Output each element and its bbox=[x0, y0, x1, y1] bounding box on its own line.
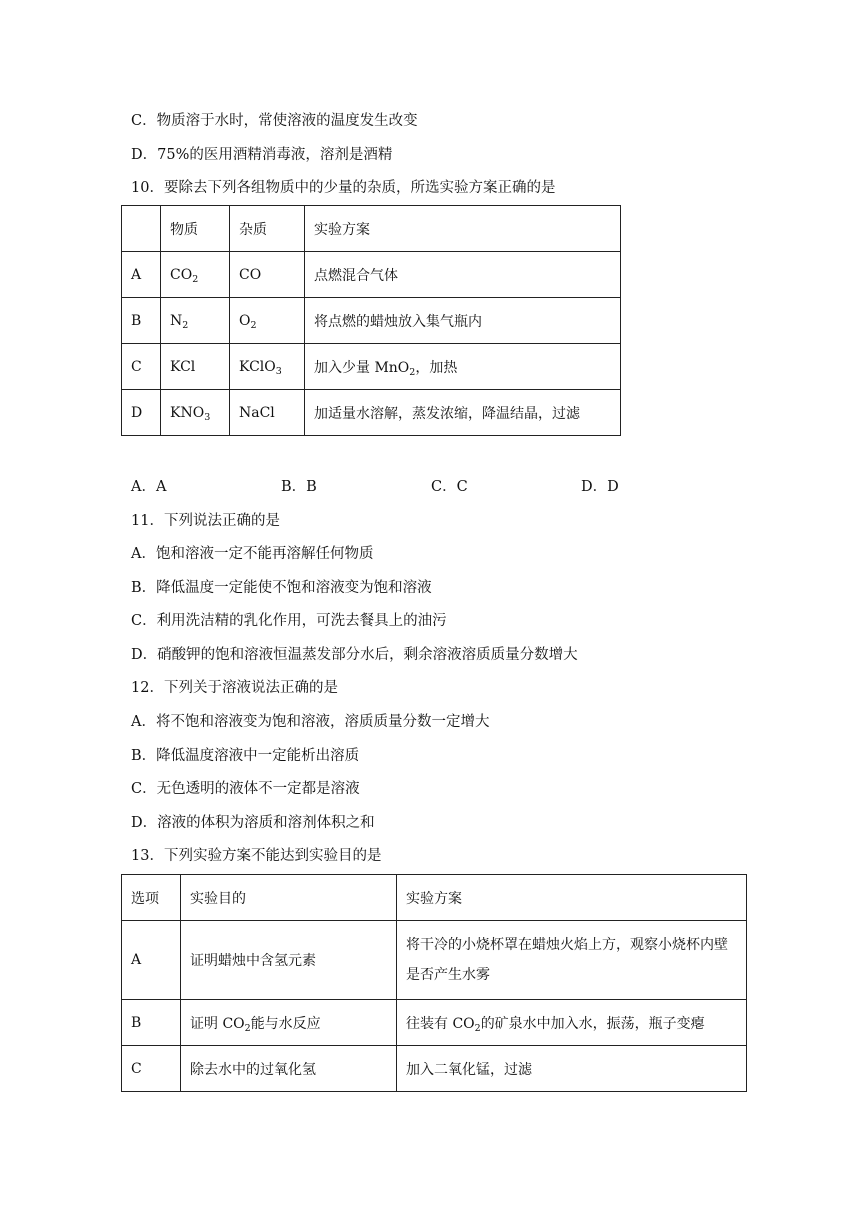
q10-option-c: C．C bbox=[431, 479, 468, 495]
table-header-cell: 物质 bbox=[161, 206, 230, 252]
plan-cell: 将点燃的蜡烛放入集气瓶内 bbox=[305, 298, 621, 344]
table-row bbox=[122, 390, 621, 436]
goal-cell: 证明 $CO_2$能与水反应 bbox=[181, 1000, 397, 1046]
table-row bbox=[122, 344, 621, 390]
q12-option-b: B．降低温度溶液中一定能析出溶质 bbox=[131, 748, 360, 764]
question-13-stem: 13．下列实验方案不能达到实验目的是 bbox=[131, 848, 382, 864]
table-row bbox=[122, 1046, 747, 1092]
q11-option-b: B．降低温度一定能使不饱和溶液变为饱和溶液 bbox=[131, 580, 432, 596]
substance-cell: KCl bbox=[161, 344, 230, 390]
plan-cell: 往装有 $CO_2$的矿泉水中加入水，振荡，瓶子变瘪 bbox=[397, 1000, 747, 1046]
table-header-row bbox=[122, 206, 621, 252]
q12-option-c: C．无色透明的液体不一定都是溶液 bbox=[131, 781, 360, 797]
question-11-stem: 11．下列说法正确的是 bbox=[131, 513, 280, 529]
row-label: B bbox=[122, 1000, 181, 1046]
impurity-cell: $O_2$ bbox=[230, 298, 305, 344]
table-row bbox=[122, 298, 621, 344]
q11-option-c: C．利用洗洁精的乳化作用，可洗去餐具上的油污 bbox=[131, 613, 447, 629]
table-row bbox=[122, 252, 621, 298]
plan-cell: 点燃混合气体 bbox=[305, 252, 621, 298]
table-header-cell: 杂质 bbox=[230, 206, 305, 252]
option-c-line: C．物质溶于水时，常使溶液的温度发生改变 bbox=[131, 113, 418, 129]
impurity-cell: NaCl bbox=[230, 390, 305, 436]
q10-option-b: B．B bbox=[281, 479, 317, 495]
q12-option-a: A．将不饱和溶液变为饱和溶液，溶质质量分数一定增大 bbox=[131, 714, 490, 730]
goal-cell: 除去水中的过氧化氢 bbox=[181, 1046, 397, 1092]
table-row bbox=[122, 921, 747, 1000]
substance-cell: $CO_2$ bbox=[161, 252, 230, 298]
question-13-table bbox=[121, 874, 747, 1092]
plan-cell: 加入二氧化锰，过滤 bbox=[397, 1046, 747, 1092]
table-header-cell bbox=[122, 206, 161, 252]
question-10-stem: 10．要除去下列各组物质中的少量的杂质，所选实验方案正确的是 bbox=[131, 180, 556, 196]
plan-cell: 加适量水溶解，蒸发浓缩，降温结晶，过滤 bbox=[305, 390, 621, 436]
impurity-cell: KClO$_3$ bbox=[230, 344, 305, 390]
row-label: B bbox=[122, 298, 161, 344]
q12-option-d: D．溶液的体积为溶质和溶剂体积之和 bbox=[131, 815, 375, 831]
substance-cell: $KNO_3$ bbox=[161, 390, 230, 436]
table-header-row bbox=[122, 875, 747, 921]
row-label: D bbox=[122, 390, 161, 436]
q10-option-d: D．D bbox=[581, 479, 619, 495]
q11-option-a: A．饱和溶液一定不能再溶解任何物质 bbox=[131, 546, 374, 562]
table-header-cell: 实验方案 bbox=[305, 206, 621, 252]
question-10-table bbox=[121, 205, 621, 436]
row-label: C bbox=[122, 344, 161, 390]
table-row bbox=[122, 1000, 747, 1046]
plan-cell: 加入少量 MnO$_2$，加热 bbox=[305, 344, 621, 390]
option-d-line: D．75%的医用酒精消毒液，溶剂是酒精 bbox=[131, 147, 393, 163]
goal-cell: 证明蜡烛中含氢元素 bbox=[181, 921, 397, 1000]
q11-option-d: D．硝酸钾的饱和溶液恒温蒸发部分水后，剩余溶液溶质质量分数增大 bbox=[131, 647, 578, 663]
impurity-cell: CO bbox=[230, 252, 305, 298]
substance-cell: $N_2$ bbox=[161, 298, 230, 344]
table-header-cell: 实验目的 bbox=[181, 875, 397, 921]
q10-option-a: A．A bbox=[131, 479, 167, 495]
plan-cell: 将干冷的小烧杯罩在蜡烛火焰上方，观察小烧杯内壁是否产生水雾 bbox=[397, 921, 747, 1000]
table-header-cell: 实验方案 bbox=[397, 875, 747, 921]
row-label: C bbox=[122, 1046, 181, 1092]
row-label: A bbox=[122, 921, 181, 1000]
row-label: A bbox=[122, 252, 161, 298]
question-12-stem: 12．下列关于溶液说法正确的是 bbox=[131, 680, 338, 696]
table-header-cell: 选项 bbox=[122, 875, 181, 921]
